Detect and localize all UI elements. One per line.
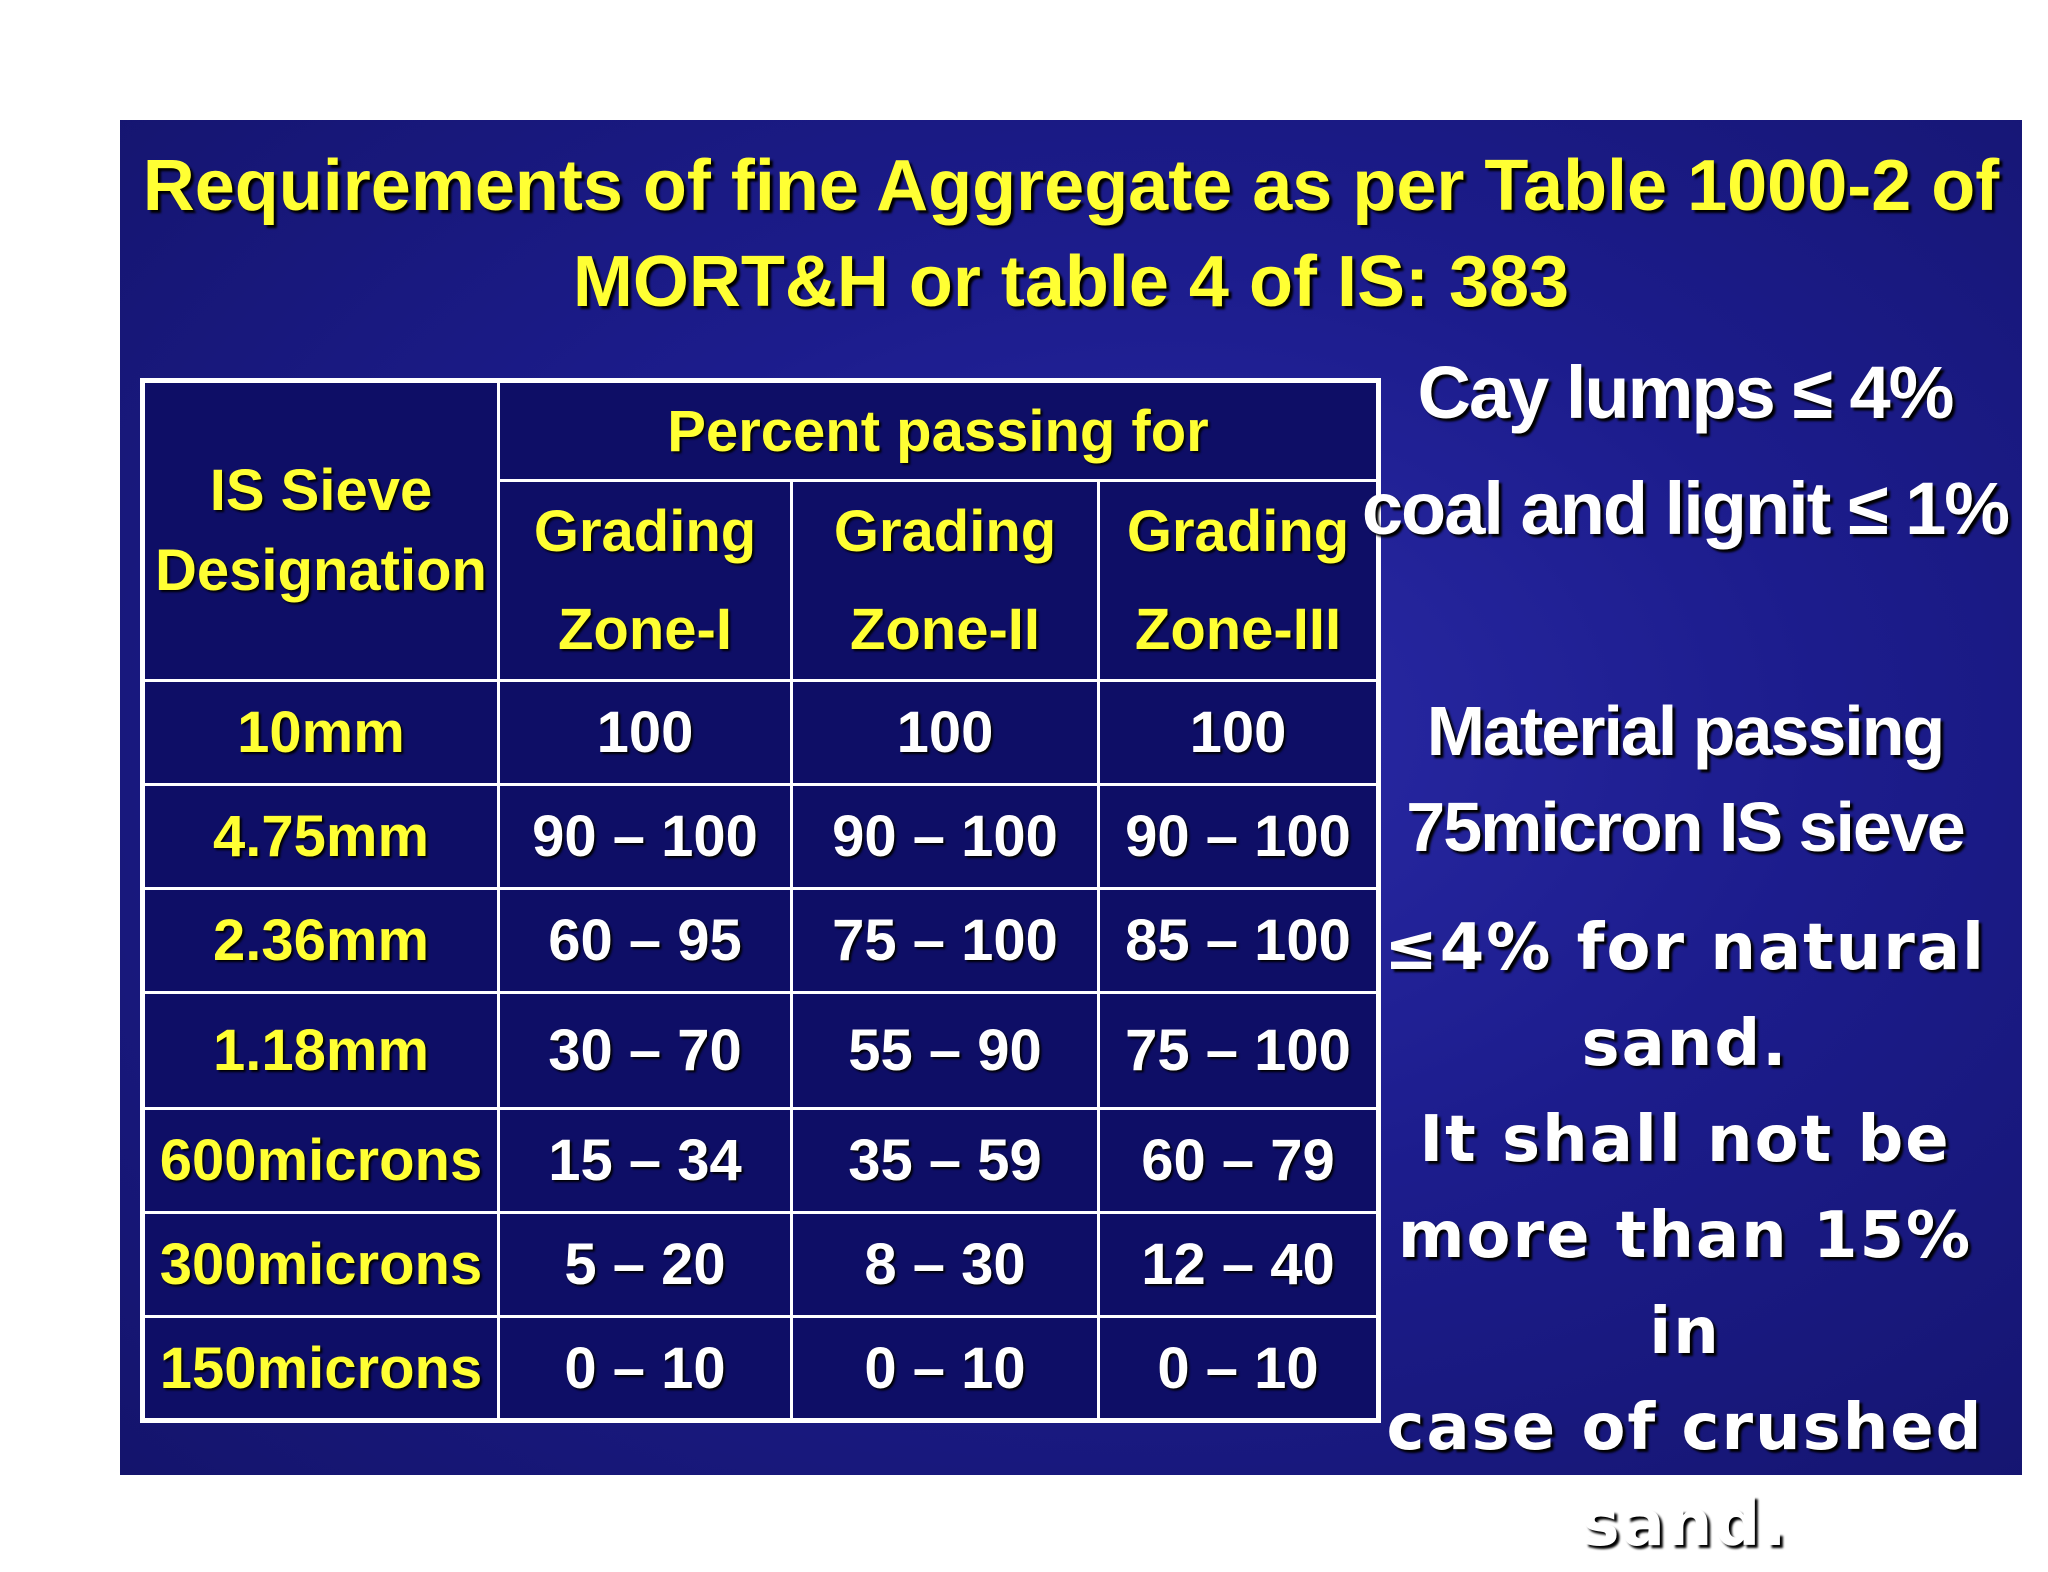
material-passing-limits — [1355, 900, 2015, 1572]
zone-2-cell: 8 – 30 — [792, 1213, 1099, 1317]
header-row — [143, 381, 1379, 481]
zone-3-cell: 100 — [1099, 681, 1379, 785]
zone-1-cell: 100 — [499, 681, 792, 785]
zone-1-cell: 0 – 10 — [499, 1317, 792, 1421]
sieve-header-line-2: Designation — [155, 538, 487, 603]
table-row — [143, 785, 1379, 889]
table-row — [143, 1317, 1379, 1421]
title-line-2: MORT&H or table 4 of IS: 383 — [572, 242, 1570, 322]
zone-3-cell: 0 – 10 — [1099, 1317, 1379, 1421]
zone-1-cell: 30 – 70 — [499, 993, 792, 1109]
natural-sand-line-2: sand. — [1581, 1007, 1789, 1081]
zone-header-2 — [792, 481, 1099, 681]
sieve-header-cell — [143, 381, 499, 681]
sieve-cell: 150microns — [143, 1317, 499, 1421]
material-passing-heading — [1355, 683, 2015, 875]
zone-3-line-1: Grading — [1126, 498, 1350, 564]
zone-1-cell: 5 – 20 — [499, 1213, 792, 1317]
coal-lignite-text: coal and lignit ≤ 1% — [1361, 467, 2009, 550]
zone-1-cell: 60 – 95 — [499, 889, 792, 993]
crushed-sand-line-2: more than 15% in — [1397, 1199, 1973, 1369]
zone-3-cell: 60 – 79 — [1099, 1109, 1379, 1213]
crushed-sand-line-1: It shall not be — [1419, 1103, 1951, 1177]
zone-1-cell: 15 – 34 — [499, 1109, 792, 1213]
zone-2-cell: 55 – 90 — [792, 993, 1099, 1109]
zone-2-line-2: Zone-II — [849, 596, 1041, 662]
sieve-cell: 4.75mm — [143, 785, 499, 889]
table-row — [143, 1213, 1379, 1317]
zone-2-cell: 35 – 59 — [792, 1109, 1099, 1213]
zone-2-cell: 90 – 100 — [792, 785, 1099, 889]
zone-3-cell: 85 – 100 — [1099, 889, 1379, 993]
sieve-cell: 300microns — [143, 1213, 499, 1317]
table-row — [143, 889, 1379, 993]
zone-header-1 — [499, 481, 792, 681]
natural-sand-line-1: ≤4% for natural — [1384, 911, 1986, 985]
crushed-sand-line-4: sand. — [1581, 1487, 1789, 1561]
slide — [120, 120, 2022, 1561]
zone-1-line-2: Zone-I — [558, 596, 732, 662]
material-line-2: 75micron IS sieve — [1406, 788, 1964, 866]
sieve-cell: 2.36mm — [143, 889, 499, 993]
zone-1-cell: 90 – 100 — [499, 785, 792, 889]
zone-2-cell: 100 — [792, 681, 1099, 785]
table-row — [143, 1109, 1379, 1213]
table-row — [143, 993, 1379, 1109]
table-row — [143, 681, 1379, 785]
zone-header-3 — [1099, 481, 1379, 681]
zone-2-cell: 0 – 10 — [792, 1317, 1099, 1421]
sieve-header-line-1: IS Sieve — [209, 458, 433, 523]
sieve-cell: 1.18mm — [143, 993, 499, 1109]
title-line-1: Requirements of fine Aggregate as per Table 1000-2 of — [142, 146, 2000, 226]
zone-2-cell: 75 – 100 — [792, 889, 1099, 993]
zone-1-line-1: Grading — [533, 498, 757, 564]
percent-passing-header: Percent passing for — [499, 381, 1379, 481]
zone-3-cell: 75 – 100 — [1099, 993, 1379, 1109]
sieve-cell: 600microns — [143, 1109, 499, 1213]
zone-3-cell: 12 – 40 — [1099, 1213, 1379, 1317]
clay-lumps-text: Cay lumps ≤ 4% — [1417, 351, 1953, 434]
impurity-limits — [1355, 335, 2015, 567]
zone-2-line-1: Grading — [833, 498, 1057, 564]
zone-3-cell: 90 – 100 — [1099, 785, 1379, 889]
material-line-1: Material passing — [1426, 692, 1944, 770]
sieve-cell: 10mm — [143, 681, 499, 785]
zone-3-line-2: Zone-III — [1134, 596, 1342, 662]
crushed-sand-line-3: case of crushed — [1386, 1391, 1984, 1465]
grading-table — [140, 378, 1381, 1423]
slide-title — [120, 138, 2022, 330]
